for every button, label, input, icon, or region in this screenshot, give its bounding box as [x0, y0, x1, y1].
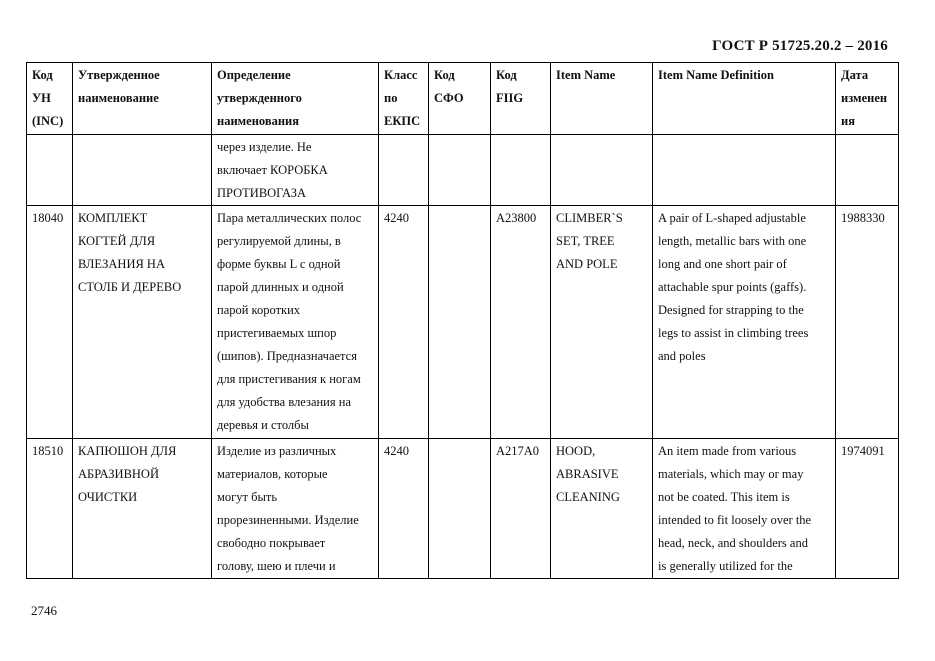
cell-approved-name — [73, 135, 212, 206]
cell-item-name: HOOD, ABRASIVE CLEANING — [551, 439, 653, 579]
cell-fiig: A217A0 — [491, 439, 551, 579]
cell-approved-name: КАПЮШОН ДЛЯ АБРАЗИВНОЙ ОЧИСТКИ — [73, 439, 212, 579]
cell-item-name: CLIMBER`S SET, TREE AND POLE — [551, 206, 653, 439]
cell-item-definition — [653, 135, 836, 206]
cell-sfo — [429, 135, 491, 206]
cell-date: 1988330 — [836, 206, 899, 439]
cell-approved-name: КОМПЛЕКТ КОГТЕЙ ДЛЯ ВЛЕЗАНИЯ НА СТОЛБ И ДЕРЕВО — [73, 206, 212, 439]
page-number: 2746 — [31, 603, 57, 618]
cell-item-definition: An item made from various materials, which may or may not be coated. This item is intended to fit loosely over the head, neck, and shoulders and is generally utilized for the — [653, 439, 836, 579]
col-header-definition: Определение утвержденного наименования — [212, 63, 379, 135]
col-header-item-name: Item Name — [551, 63, 653, 135]
col-header-date: Дата изменен ия — [836, 63, 899, 135]
cell-item-definition: A pair of L-shaped adjustable length, metallic bars with one long and one short pair of attachable spur points (gaffs). Designed for strapping to the legs to assist in climbing trees and poles — [653, 206, 836, 439]
cell-fiig — [491, 135, 551, 206]
cell-date: 1974091 — [836, 439, 899, 579]
col-header-class: Класс по ЕКПС — [379, 63, 429, 135]
cell-date — [836, 135, 899, 206]
cell-class — [379, 135, 429, 206]
col-header-inc: Код УН (INC) — [27, 63, 73, 135]
cell-inc: 18510 — [27, 439, 73, 579]
classification-table — [26, 62, 899, 579]
table-header-row — [27, 63, 899, 135]
document-standard-header: ГОСТ Р 51725.20.2 – 2016 — [712, 38, 888, 54]
cell-sfo — [429, 439, 491, 579]
cell-definition: Пара металлических полос регулируемой длины, в форме буквы L с одной парой длинных и одной парой коротких пристегиваемых шпор (шипов). Предназначается для пристегивания к ногам для удобства влезания на деревья и столбы — [212, 206, 379, 439]
cell-inc: 18040 — [27, 206, 73, 439]
cell-item-name — [551, 135, 653, 206]
table-row — [27, 135, 899, 206]
cell-class: 4240 — [379, 206, 429, 439]
table-row — [27, 439, 899, 579]
col-header-approved-name: Утвержденное наименование — [73, 63, 212, 135]
col-header-item-definition: Item Name Definition — [653, 63, 836, 135]
cell-sfo — [429, 206, 491, 439]
col-header-fiig: Код FIIG — [491, 63, 551, 135]
table-row — [27, 206, 899, 439]
cell-definition: через изделие. Не включает КОРОБКА ПРОТИВОГАЗА — [212, 135, 379, 206]
cell-class: 4240 — [379, 439, 429, 579]
cell-definition: Изделие из различных материалов, которые могут быть прорезиненными. Изделие свободно покрывает голову, шею и плечи и — [212, 439, 379, 579]
col-header-sfo: Код СФО — [429, 63, 491, 135]
cell-inc — [27, 135, 73, 206]
cell-fiig: A23800 — [491, 206, 551, 439]
